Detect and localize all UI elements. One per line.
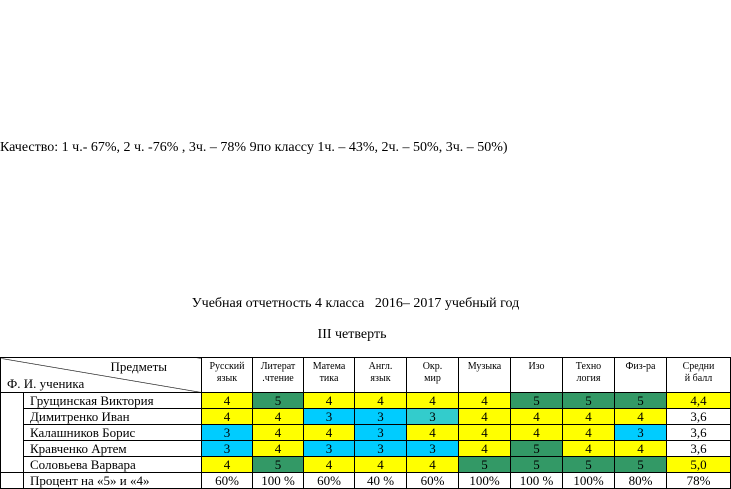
grade-cell: 4 [253,409,304,425]
grade-cell: 5 [511,393,563,409]
grade-cell: 4 [407,393,459,409]
average-cell: 3,6 [667,425,731,441]
grade-cell: 5 [615,393,667,409]
subject-header: Изо [511,358,563,393]
grade-cell: 4 [615,409,667,425]
grade-cell: 3 [407,441,459,457]
subject-header: Литерат .чтение [253,358,304,393]
percent-row [1,473,731,489]
average-header: Средни й балл [667,358,731,393]
grade-cell: 4 [615,441,667,457]
student-row [1,425,731,441]
grade-cell: 5 [511,457,563,473]
percent-cell: 100 % [253,473,304,489]
student-row [1,393,731,409]
grade-cell: 3 [355,425,407,441]
grade-cell: 4 [304,393,355,409]
grade-cell: 4 [563,409,615,425]
student-row [1,441,731,457]
grade-cell: 4 [563,425,615,441]
grade-cell: 5 [615,457,667,473]
student-name: Калашников Борис [24,425,202,441]
grade-cell: 3 [202,441,253,457]
student-name: Димитренко Иван [24,409,202,425]
grade-cell: 4 [202,409,253,425]
grade-cell: 4 [563,441,615,457]
corner-header [1,358,202,393]
grade-cell: 5 [253,457,304,473]
header-row [1,358,731,393]
percent-cell: 80% [615,473,667,489]
grade-cell: 4 [355,393,407,409]
grade-cell: 5 [563,393,615,409]
grade-cell: 4 [511,425,563,441]
percent-cell: 100% [459,473,511,489]
grade-cell: 3 [355,409,407,425]
subject-header: Музыка [459,358,511,393]
average-cell: 5,0 [667,457,731,473]
grade-cell: 5 [253,393,304,409]
percent-cell: 60% [202,473,253,489]
grade-cell: 3 [202,425,253,441]
student-name: Кравченко Артем [24,441,202,457]
percent-cell: 60% [407,473,459,489]
grade-cell: 4 [304,457,355,473]
grade-cell: 3 [355,441,407,457]
grades-table [0,357,731,489]
percent-label: Процент на «5» и «4» [24,473,202,489]
percent-cell: 100% [563,473,615,489]
quality-summary: Качество: 1 ч.- 67%, 2 ч. -76% , 3ч. – 78% 9по классу 1ч. – 43%, 2ч. – 50%, 3ч. – 50%) [0,140,508,155]
subject-header: Русский язык [202,358,253,393]
percent-cell: 40 % [355,473,407,489]
row-number-cell [1,473,24,489]
grade-cell: 4 [253,441,304,457]
grade-cell: 3 [407,409,459,425]
subject-header: Англ. язык [355,358,407,393]
grade-cell: 4 [459,425,511,441]
grade-cell: 4 [459,393,511,409]
grade-cell: 4 [511,409,563,425]
grade-cell: 4 [407,457,459,473]
grade-cell: 4 [355,457,407,473]
subject-header: Окр. мир [407,358,459,393]
grade-cell: 4 [407,425,459,441]
grade-cell: 5 [459,457,511,473]
grade-cell: 5 [511,441,563,457]
percent-cell: 60% [304,473,355,489]
grade-cell: 4 [459,409,511,425]
grade-cell: 4 [459,441,511,457]
grade-cell: 4 [202,393,253,409]
subject-header: Физ-ра [615,358,667,393]
student-row [1,457,731,473]
student-label: Ф. И. ученика [7,376,85,391]
grade-cell: 3 [304,441,355,457]
grade-cell: 3 [304,409,355,425]
percent-cell: 78% [667,473,731,489]
subject-header: Матема тика [304,358,355,393]
subject-header: Техно логия [563,358,615,393]
student-name: Соловьева Варвара [24,457,202,473]
grade-cell: 4 [253,425,304,441]
report-title: Учебная отчетность 4 класса 2016– 2017 учебный год [191,296,520,311]
grade-cell: 4 [202,457,253,473]
student-name: Грущинская Виктория [24,393,202,409]
row-number-cell [1,393,24,473]
grade-cell: 4 [304,425,355,441]
grade-cell: 3 [615,425,667,441]
average-cell: 3,6 [667,441,731,457]
grade-cell: 5 [563,457,615,473]
quarter-title: III четверть [317,327,387,342]
subjects-label: Предметы [110,359,167,374]
average-cell: 3,6 [667,409,731,425]
average-cell: 4,4 [667,393,731,409]
student-row [1,409,731,425]
percent-cell: 100 % [511,473,563,489]
